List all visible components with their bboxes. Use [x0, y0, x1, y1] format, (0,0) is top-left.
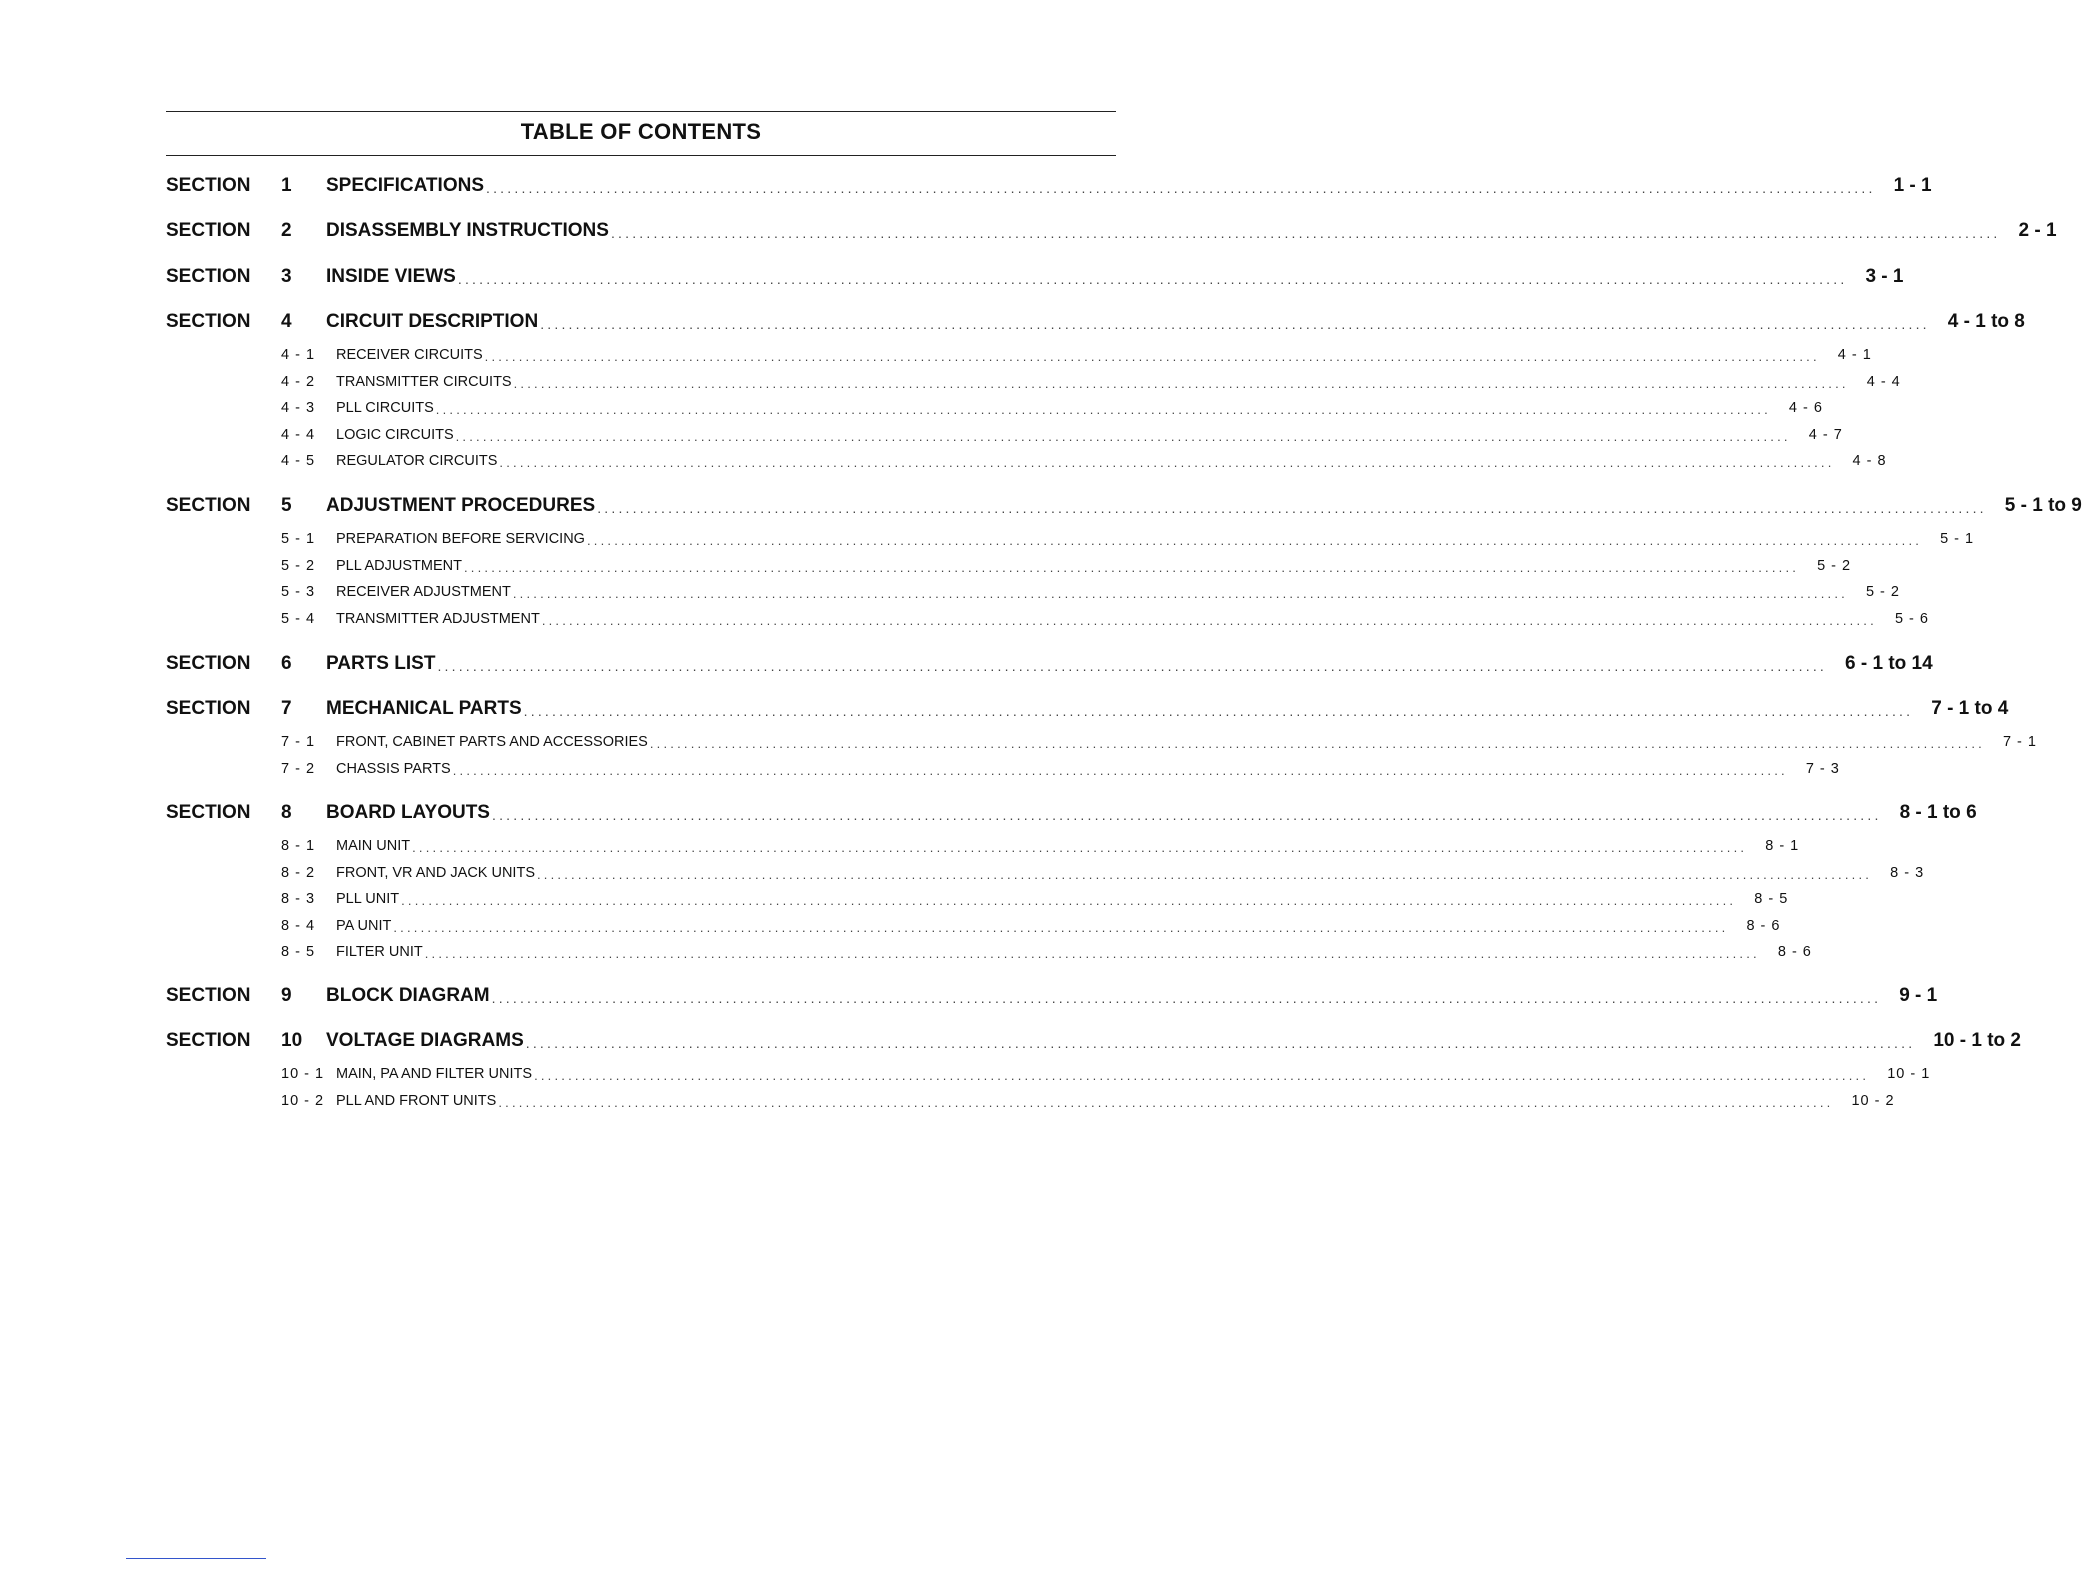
dot-leader: ....................................................................................................................................................................................................: [523, 703, 1914, 719]
subsection-entry: [336, 557, 1852, 577]
subsection-number: 8 - 2: [281, 864, 316, 881]
toc-subsection-row[interactable]: [0, 1092, 1895, 1113]
section-entry: [326, 175, 1932, 201]
subsection-title: FRONT, CABINET PARTS AND ACCESSORIES: [336, 734, 648, 750]
subsection-number: 4 - 2: [281, 373, 316, 390]
toc-subsection-row[interactable]: [0, 734, 2037, 754]
dot-leader: ....................................................................................................................................................................................................: [452, 762, 1788, 778]
section-entry: [326, 698, 2009, 724]
section-page: 10 - 1 to 2: [1933, 1030, 2021, 1051]
bottom-link-underline: [126, 1558, 266, 1559]
subsection-entry: [336, 944, 1812, 963]
subsection-title: PLL ADJUSTMENT: [336, 557, 462, 574]
toc-section-row[interactable]: [0, 698, 2009, 722]
dot-leader: ....................................................................................................................................................................................................: [525, 1035, 1916, 1051]
subsection-page: 10 - 2: [1851, 1092, 1895, 1109]
section-number: 9: [281, 985, 292, 1006]
subsection-entry: [336, 531, 1975, 550]
section-title: MECHANICAL PARTS: [326, 698, 522, 719]
subsection-entry: [336, 347, 1872, 366]
dot-leader: ....................................................................................................................................................................................................: [435, 402, 1771, 417]
subsection-number: 4 - 5: [281, 453, 316, 469]
section-entry: [326, 266, 1904, 292]
subsection-number: 8 - 1: [281, 838, 316, 854]
toc-section-row[interactable]: [0, 802, 1977, 826]
subsection-entry: [336, 917, 1781, 937]
toc-section-row[interactable]: [0, 311, 2025, 335]
section-page: 8 - 1 to 6: [1899, 802, 1977, 823]
subsection-number: 7 - 2: [281, 760, 316, 777]
subsection-title: PLL UNIT: [336, 891, 400, 907]
subsection-entry: [336, 373, 1901, 393]
dot-leader: ....................................................................................................................................................................................................: [401, 893, 1737, 908]
subsection-page: 10 - 1: [1887, 1066, 1931, 1082]
subsection-number: 5 - 1: [281, 531, 316, 547]
toc-subsection-row[interactable]: [0, 347, 1872, 367]
section-title: DISASSEMBLY INSTRUCTIONS: [326, 220, 609, 241]
subsection-title: PREPARATION BEFORE SERVICING: [336, 531, 585, 547]
title-underline-rule: [166, 155, 1116, 156]
subsection-page: 8 - 3: [1890, 864, 1925, 881]
subsection-page: 4 - 8: [1852, 453, 1887, 469]
section-label: SECTION: [166, 311, 251, 332]
toc-subsection-row[interactable]: [0, 891, 1789, 911]
section-label: SECTION: [166, 698, 251, 719]
subsection-title: MAIN UNIT: [336, 838, 411, 854]
subsection-page: 7 - 1: [2002, 734, 2037, 750]
subsection-page: 5 - 1: [1940, 531, 1975, 547]
section-label: SECTION: [166, 175, 251, 196]
subsection-page: 4 - 7: [1808, 426, 1843, 443]
dot-leader: ....................................................................................................................................................................................................: [393, 919, 1729, 935]
subsection-number: 10 - 2: [281, 1092, 325, 1109]
subsection-entry: [336, 453, 1887, 472]
subsection-title: PLL CIRCUITS: [336, 400, 434, 416]
toc-subsection-row[interactable]: [0, 864, 1925, 885]
dot-leader: ....................................................................................................................................................................................................: [540, 316, 1930, 332]
section-number: 3: [281, 266, 292, 287]
section-page: 3 - 1: [1865, 266, 1904, 287]
subsection-title: TRANSMITTER CIRCUITS: [336, 373, 512, 390]
toc-subsection-row[interactable]: [0, 610, 1929, 631]
subsection-number: 4 - 4: [281, 426, 316, 443]
section-page: 1 - 1: [1893, 175, 1932, 196]
section-number: 10: [281, 1030, 303, 1051]
dot-leader: ....................................................................................................................................................................................................: [537, 866, 1873, 882]
toc-subsection-row[interactable]: [0, 838, 1800, 858]
section-title: SPECIFICATIONS: [326, 175, 484, 196]
toc-subsection-row[interactable]: [0, 426, 1843, 447]
subsection-page: 8 - 1: [1765, 838, 1800, 854]
subsection-entry: [336, 838, 1800, 857]
toc-subsection-row[interactable]: [0, 531, 1975, 551]
section-entry: [326, 653, 1933, 679]
dot-leader: ....................................................................................................................................................................................................: [463, 559, 1800, 575]
dot-leader: ....................................................................................................................................................................................................: [437, 658, 1828, 674]
subsection-number: 8 - 4: [281, 917, 316, 934]
subsection-title: PA UNIT: [336, 917, 392, 934]
subsection-title: LOGIC CIRCUITS: [336, 426, 454, 443]
section-title: BLOCK DIAGRAM: [326, 985, 490, 1006]
dot-leader: ....................................................................................................................................................................................................: [457, 271, 1848, 287]
subsection-number: 5 - 4: [281, 610, 316, 627]
subsection-title: TRANSMITTER ADJUSTMENT: [336, 610, 540, 627]
section-page: 5 - 1 to 9: [2004, 495, 2082, 516]
subsection-page: 4 - 1: [1837, 347, 1872, 363]
page-title: TABLE OF CONTENTS: [520, 119, 762, 144]
section-title: BOARD LAYOUTS: [326, 802, 490, 823]
subsection-page: 8 - 6: [1746, 917, 1781, 934]
subsection-title: RECEIVER CIRCUITS: [336, 347, 483, 363]
toc-subsection-row[interactable]: [0, 373, 1901, 394]
dot-leader: ....................................................................................................................................................................................................: [424, 946, 1760, 961]
section-entry: [326, 220, 2057, 246]
subsection-page: 7 - 3: [1805, 760, 1840, 777]
toc-section-row[interactable]: [0, 1030, 2021, 1054]
top-rule: [166, 111, 1116, 112]
section-label: SECTION: [166, 653, 251, 674]
subsection-number: 8 - 3: [281, 891, 316, 907]
toc-section-row[interactable]: [0, 175, 1932, 199]
section-number: 1: [281, 175, 292, 196]
subsection-page: 8 - 5: [1754, 891, 1789, 907]
toc-section-row[interactable]: [0, 266, 1904, 290]
subsection-page: 5 - 6: [1894, 610, 1929, 627]
subsection-title: CHASSIS PARTS: [336, 760, 451, 777]
subsection-number: 10 - 1: [281, 1066, 325, 1082]
subsection-title: RECEIVER ADJUSTMENT: [336, 584, 511, 600]
subsection-title: FILTER UNIT: [336, 944, 423, 960]
section-entry: [326, 311, 2025, 337]
dot-leader: ....................................................................................................................................................................................................: [586, 533, 1923, 548]
subsection-page: 4 - 4: [1866, 373, 1901, 390]
section-number: 8: [281, 802, 292, 823]
subsection-number: 8 - 5: [281, 944, 316, 960]
subsection-entry: [336, 864, 1925, 884]
dot-leader: ....................................................................................................................................................................................................: [455, 428, 1791, 444]
section-label: SECTION: [166, 1030, 251, 1051]
subsection-title: PLL AND FRONT UNITS: [336, 1092, 497, 1109]
subsection-entry: [336, 610, 1929, 630]
toc-section-row[interactable]: [0, 495, 2082, 519]
subsection-entry: [336, 584, 1900, 603]
dot-leader: ....................................................................................................................................................................................................: [498, 1094, 1834, 1110]
section-number: 2: [281, 220, 292, 241]
subsection-entry: [336, 1066, 1931, 1085]
section-label: SECTION: [166, 495, 251, 516]
section-entry: [326, 985, 1938, 1011]
section-page: 4 - 1 to 8: [1947, 311, 2025, 332]
section-number: 5: [281, 495, 292, 516]
subsection-number: 5 - 2: [281, 557, 316, 574]
section-number: 6: [281, 653, 292, 674]
toc-section-row[interactable]: [0, 220, 2057, 244]
subsection-title: REGULATOR CIRCUITS: [336, 453, 498, 469]
section-page: 2 - 1: [2018, 220, 2057, 241]
section-number: 7: [281, 698, 292, 719]
subsection-number: 4 - 3: [281, 400, 316, 416]
section-number: 4: [281, 311, 292, 332]
section-title: ADJUSTMENT PROCEDURES: [326, 495, 596, 516]
section-title: VOLTAGE DIAGRAMS: [326, 1030, 524, 1051]
section-title: CIRCUIT DESCRIPTION: [326, 311, 539, 332]
section-title: INSIDE VIEWS: [326, 266, 456, 287]
dot-leader: ....................................................................................................................................................................................................: [512, 586, 1848, 601]
section-label: SECTION: [166, 220, 251, 241]
dot-leader: ....................................................................................................................................................................................................: [499, 455, 1835, 470]
dot-leader: ....................................................................................................................................................................................................: [412, 840, 1748, 855]
dot-leader: ....................................................................................................................................................................................................: [491, 807, 1882, 823]
dot-leader: ....................................................................................................................................................................................................: [610, 225, 2001, 241]
dot-leader: ....................................................................................................................................................................................................: [649, 736, 1985, 751]
subsection-title: FRONT, VR AND JACK UNITS: [336, 864, 535, 881]
section-label: SECTION: [166, 266, 251, 287]
dot-leader: ....................................................................................................................................................................................................: [491, 990, 1882, 1006]
section-title: PARTS LIST: [326, 653, 436, 674]
toc-subsection-row[interactable]: [0, 453, 1887, 473]
subsection-page: 4 - 6: [1788, 400, 1823, 416]
subsection-entry: [336, 760, 1840, 780]
section-page: 6 - 1 to 14: [1845, 653, 1933, 674]
toc-subsection-row[interactable]: [0, 557, 1852, 578]
toc-subsection-row[interactable]: [0, 400, 1823, 420]
toc-section-row[interactable]: [0, 653, 1933, 677]
toc-section-row[interactable]: [0, 985, 1938, 1009]
toc-subsection-row[interactable]: [0, 760, 1840, 781]
section-entry: [326, 1030, 2021, 1056]
subsection-page: 5 - 2: [1865, 584, 1900, 600]
subsection-entry: [336, 891, 1789, 910]
subsection-number: 4 - 1: [281, 347, 316, 363]
section-entry: [326, 495, 2082, 521]
dot-leader: ....................................................................................................................................................................................................: [513, 375, 1849, 391]
subsection-page: 8 - 6: [1777, 944, 1812, 960]
section-label: SECTION: [166, 802, 251, 823]
toc-subsection-row[interactable]: [0, 944, 1812, 964]
subsection-entry: [336, 734, 2037, 753]
dot-leader: ....................................................................................................................................................................................................: [484, 349, 1820, 364]
toc-subsection-row[interactable]: [0, 917, 1781, 938]
section-page: 7 - 1 to 4: [1931, 698, 2009, 719]
dot-leader: ....................................................................................................................................................................................................: [534, 1068, 1870, 1083]
dot-leader: ....................................................................................................................................................................................................: [541, 612, 1877, 628]
subsection-number: 7 - 1: [281, 734, 316, 750]
toc-subsection-row[interactable]: [0, 584, 1900, 604]
dot-leader: ....................................................................................................................................................................................................: [597, 500, 1987, 516]
subsection-entry: [336, 426, 1843, 446]
dot-leader: ....................................................................................................................................................................................................: [486, 180, 1876, 196]
subsection-title: MAIN, PA AND FILTER UNITS: [336, 1066, 533, 1082]
section-label: SECTION: [166, 985, 251, 1006]
section-entry: [326, 802, 1977, 828]
subsection-entry: [336, 1092, 1895, 1112]
subsection-entry: [336, 400, 1823, 419]
toc-subsection-row[interactable]: [0, 1066, 1931, 1086]
subsection-number: 5 - 3: [281, 584, 316, 600]
subsection-page: 5 - 2: [1817, 557, 1852, 574]
section-page: 9 - 1: [1899, 985, 1938, 1006]
